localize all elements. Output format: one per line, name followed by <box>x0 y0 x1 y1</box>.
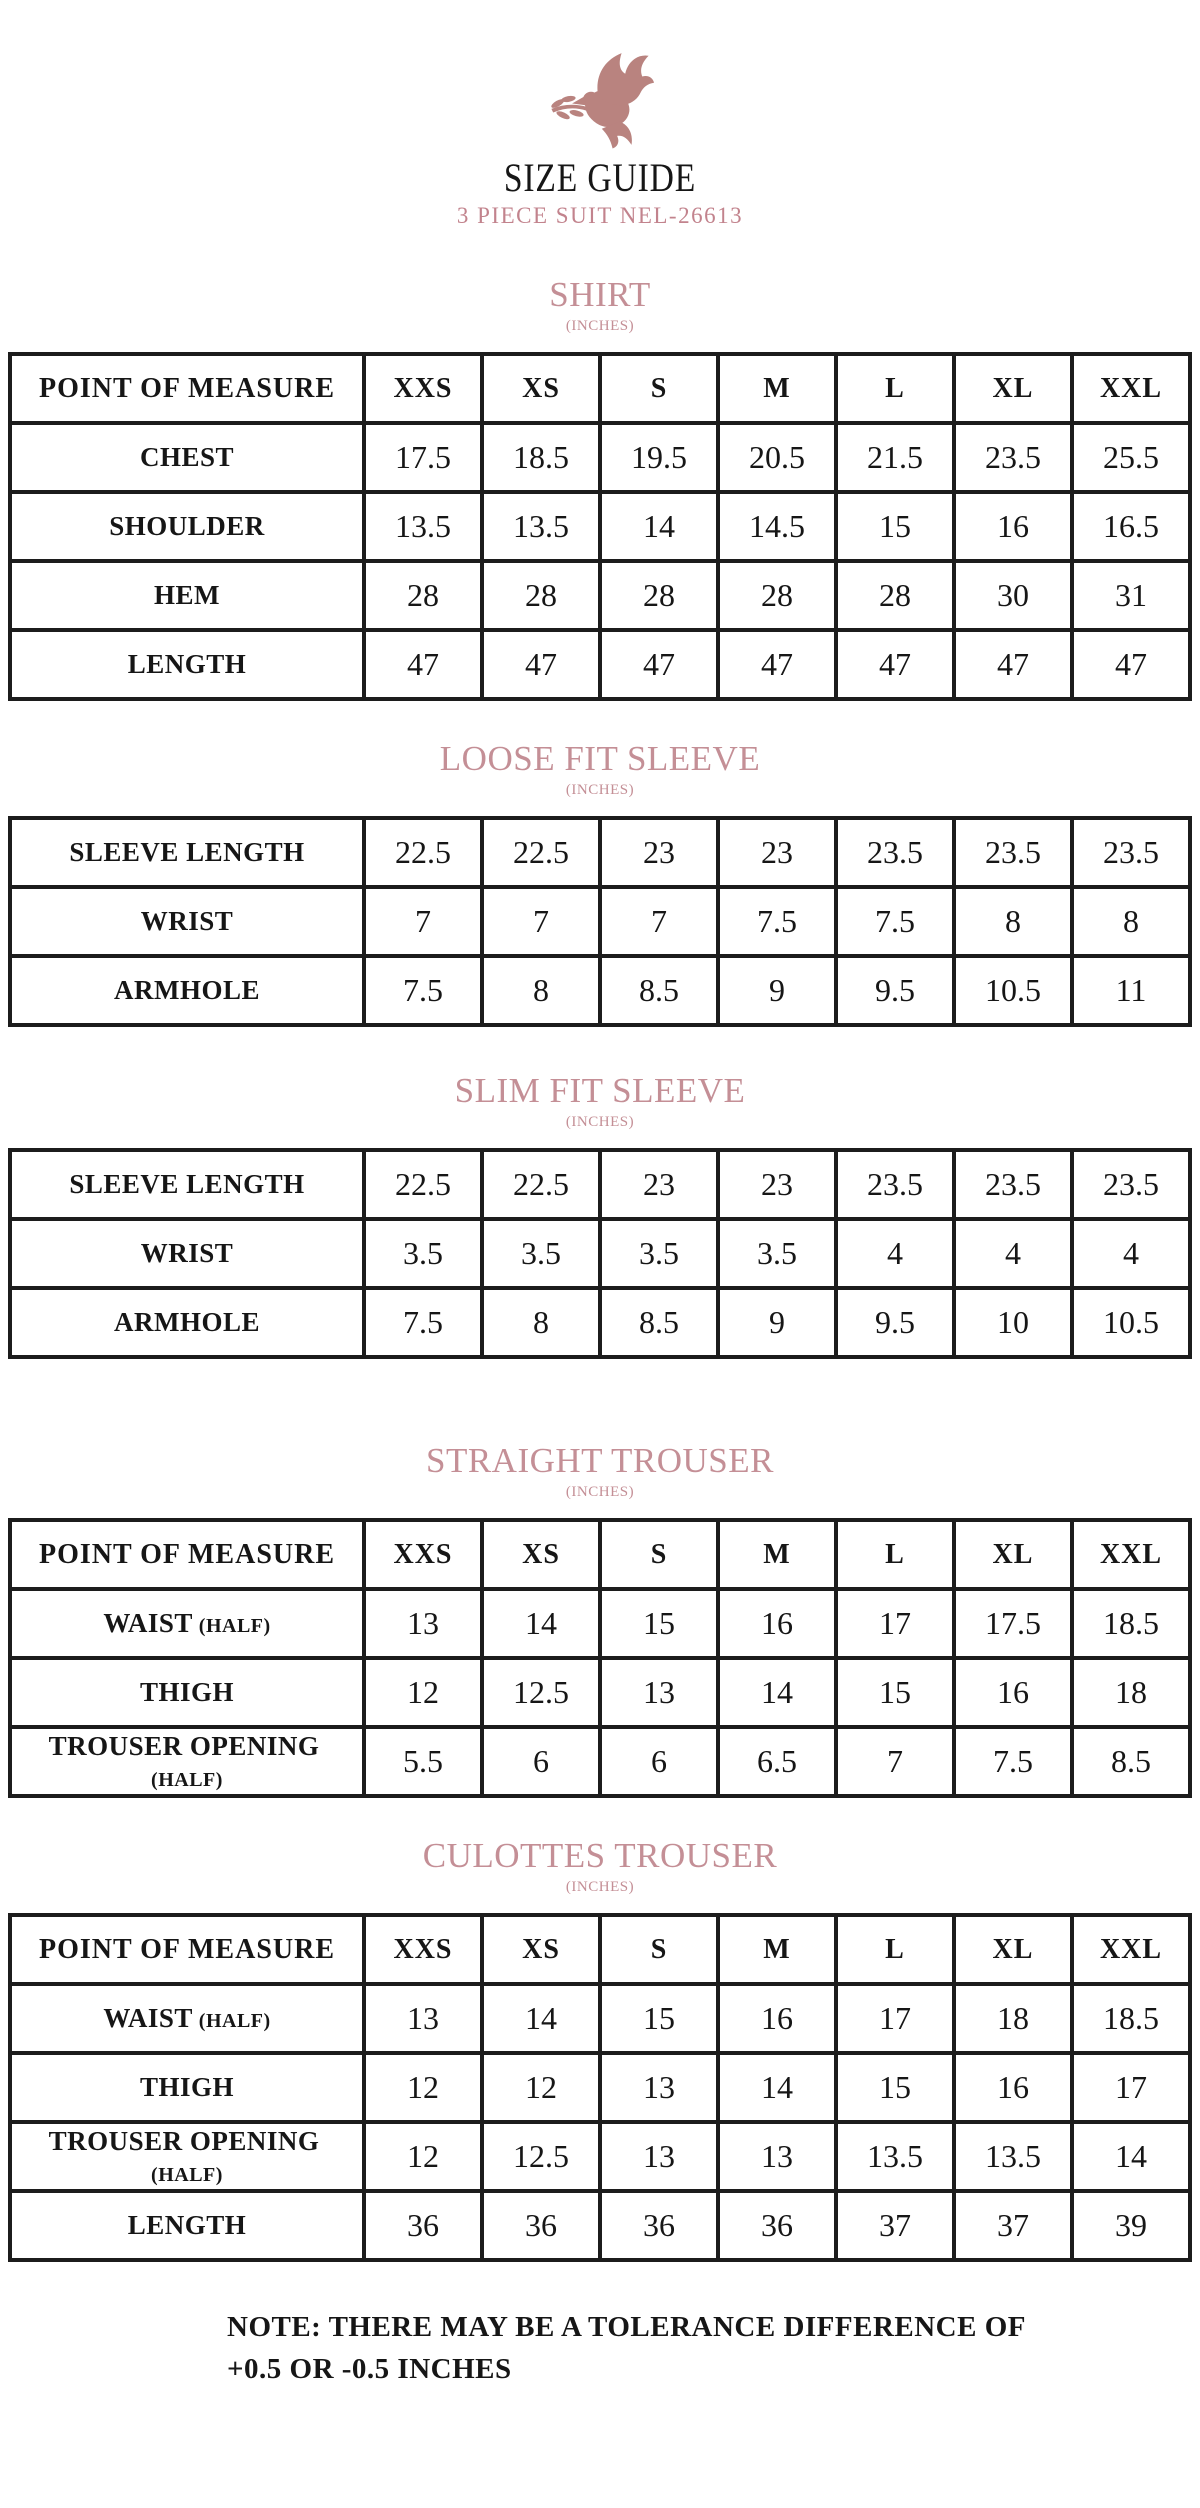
measure-value: 47 <box>600 630 718 699</box>
point-of-measure-header: POINT OF MEASURE <box>10 1915 364 1984</box>
measure-value: 12 <box>482 2053 600 2122</box>
size-column-header-xxs: XXS <box>364 1520 482 1589</box>
measure-row <box>10 1589 1190 1658</box>
measure-value: 47 <box>836 630 954 699</box>
measure-row <box>10 1219 1190 1288</box>
measure-value: 47 <box>482 630 600 699</box>
measure-value: 16 <box>954 1658 1072 1727</box>
measure-value: 23.5 <box>1072 818 1190 887</box>
measure-value: 28 <box>364 561 482 630</box>
size-column-header-m: M <box>718 1915 836 1984</box>
size-column-header-xxl: XXL <box>1072 1915 1190 1984</box>
size-table-culottes-trouser <box>8 1913 1192 2262</box>
measure-value: 20.5 <box>718 423 836 492</box>
measure-value: 13 <box>364 1984 482 2053</box>
measure-value: 7 <box>482 887 600 956</box>
measure-value: 18 <box>1072 1658 1190 1727</box>
size-column-header-s: S <box>600 354 718 423</box>
measure-value: 28 <box>718 561 836 630</box>
measure-value: 22.5 <box>364 818 482 887</box>
measure-value: 23.5 <box>954 818 1072 887</box>
measure-value: 15 <box>600 1984 718 2053</box>
measure-value: 8 <box>1072 887 1190 956</box>
measure-label-text: WRIST <box>140 1238 234 1268</box>
measure-value: 28 <box>836 561 954 630</box>
measure-row <box>10 561 1190 630</box>
measure-value: 37 <box>954 2191 1072 2260</box>
measure-value: 10.5 <box>1072 1288 1190 1357</box>
measure-label-text: THIGH <box>139 2072 235 2102</box>
measure-row <box>10 956 1190 1025</box>
size-tables-container <box>0 277 1200 2262</box>
measure-label-suffix: (HALF) <box>198 1615 271 1637</box>
measure-value: 17.5 <box>954 1589 1072 1658</box>
section-heading: SLIM FIT SLEEVE <box>454 1071 746 1110</box>
measure-value: 23.5 <box>836 818 954 887</box>
measure-label <box>10 887 364 956</box>
measure-label <box>10 1219 364 1288</box>
measure-value: 8 <box>954 887 1072 956</box>
measure-value: 16.5 <box>1072 492 1190 561</box>
measure-value: 17 <box>836 1589 954 1658</box>
measure-label-text: SLEEVE LENGTH <box>69 1169 305 1199</box>
measure-label <box>10 2122 364 2191</box>
size-column-header-m: M <box>718 1520 836 1589</box>
measure-row <box>10 1658 1190 1727</box>
measure-value: 3.5 <box>718 1219 836 1288</box>
measure-value: 13 <box>600 2122 718 2191</box>
measure-value: 23.5 <box>954 423 1072 492</box>
section-loose-fit-sleeve <box>0 741 1200 1027</box>
measure-value: 14 <box>1072 2122 1190 2191</box>
point-of-measure-header: POINT OF MEASURE <box>10 1520 364 1589</box>
measure-value: 36 <box>364 2191 482 2260</box>
size-table-slim-fit-sleeve <box>8 1148 1192 1359</box>
measure-value: 8.5 <box>1072 1727 1190 1796</box>
page-title: SIZE GUIDE <box>503 155 697 200</box>
measure-label-suffix: (HALF) <box>151 1768 223 1791</box>
measure-label <box>10 423 364 492</box>
measure-label-suffix: (HALF) <box>198 2010 271 2032</box>
measure-value: 14 <box>482 1589 600 1658</box>
measure-value: 14 <box>718 1658 836 1727</box>
measure-value: 37 <box>836 2191 954 2260</box>
measure-value: 23.5 <box>954 1150 1072 1219</box>
measure-value: 12.5 <box>482 1658 600 1727</box>
size-header-row <box>10 1520 1190 1589</box>
measure-value: 23 <box>600 818 718 887</box>
measure-value: 6 <box>600 1727 718 1796</box>
section-units-label: (INCHES) <box>565 1879 635 1895</box>
measure-value: 14 <box>482 1984 600 2053</box>
measure-value: 4 <box>954 1219 1072 1288</box>
measure-label <box>10 1984 364 2053</box>
measure-value: 17 <box>836 1984 954 2053</box>
measure-value: 9.5 <box>836 956 954 1025</box>
size-column-header-xl: XL <box>954 1915 1072 1984</box>
tolerance-note <box>227 2306 1080 2390</box>
measure-value: 30 <box>954 561 1072 630</box>
measure-value: 15 <box>836 492 954 561</box>
measure-value: 18 <box>954 1984 1072 2053</box>
size-column-header-xl: XL <box>954 354 1072 423</box>
measure-row <box>10 492 1190 561</box>
measure-value: 47 <box>954 630 1072 699</box>
measure-value: 23 <box>600 1150 718 1219</box>
measure-label-text: WAIST <box>103 1608 193 1638</box>
measure-value: 47 <box>718 630 836 699</box>
measure-value: 19.5 <box>600 423 718 492</box>
section-heading: STRAIGHT TROUSER <box>425 1441 774 1480</box>
measure-value: 47 <box>364 630 482 699</box>
measure-label-text: HEM <box>154 580 220 610</box>
measure-label-text: LENGTH <box>127 2210 247 2240</box>
measure-value: 8 <box>482 956 600 1025</box>
measure-value: 18.5 <box>1072 1984 1190 2053</box>
measure-value: 8 <box>482 1288 600 1357</box>
measure-value: 14 <box>718 2053 836 2122</box>
measure-row <box>10 2191 1190 2260</box>
measure-label-suffix: (HALF) <box>151 2163 223 2186</box>
section-heading: CULOTTES TROUSER <box>422 1836 778 1875</box>
measure-label <box>10 1288 364 1357</box>
measure-value: 16 <box>718 1589 836 1658</box>
measure-value: 25.5 <box>1072 423 1190 492</box>
measure-label-text: ARMHOLE <box>113 975 260 1005</box>
measure-row <box>10 1288 1190 1357</box>
size-column-header-s: S <box>600 1520 718 1589</box>
measure-value: 13 <box>600 2053 718 2122</box>
measure-value: 39 <box>1072 2191 1190 2260</box>
measure-label <box>10 492 364 561</box>
measure-value: 13 <box>600 1658 718 1727</box>
size-column-header-xs: XS <box>482 1915 600 1984</box>
measure-value: 7 <box>600 887 718 956</box>
measure-label <box>10 2191 364 2260</box>
measure-value: 12 <box>364 1658 482 1727</box>
measure-label-text: SHOULDER <box>109 511 265 541</box>
measure-label <box>10 818 364 887</box>
section-units-label: (INCHES) <box>565 1484 635 1500</box>
measure-label <box>10 561 364 630</box>
measure-value: 7.5 <box>364 956 482 1025</box>
size-column-header-xxs: XXS <box>364 1915 482 1984</box>
measure-value: 22.5 <box>364 1150 482 1219</box>
size-header-row <box>10 354 1190 423</box>
size-column-header-l: L <box>836 354 954 423</box>
dove-logo-icon <box>546 26 654 154</box>
measure-value: 18.5 <box>482 423 600 492</box>
measure-label-text: WRIST <box>140 906 234 936</box>
measure-value: 10 <box>954 1288 1072 1357</box>
size-column-header-xl: XL <box>954 1520 1072 1589</box>
measure-label <box>10 1150 364 1219</box>
measure-value: 12.5 <box>482 2122 600 2191</box>
measure-value: 14 <box>600 492 718 561</box>
size-column-header-xxl: XXL <box>1072 1520 1190 1589</box>
size-column-header-s: S <box>600 1915 718 1984</box>
measure-label <box>10 1589 364 1658</box>
measure-value: 16 <box>954 492 1072 561</box>
measure-value: 22.5 <box>482 818 600 887</box>
measure-value: 13.5 <box>836 2122 954 2191</box>
section-heading: LOOSE FIT SLEEVE <box>439 739 761 778</box>
measure-value: 23.5 <box>1072 1150 1190 1219</box>
section-culottes-trouser <box>0 1838 1200 2262</box>
measure-value: 23 <box>718 1150 836 1219</box>
size-column-header-l: L <box>836 1520 954 1589</box>
measure-value: 6.5 <box>718 1727 836 1796</box>
measure-value: 21.5 <box>836 423 954 492</box>
measure-value: 13.5 <box>954 2122 1072 2191</box>
measure-value: 3.5 <box>482 1219 600 1288</box>
measure-label-text: WAIST <box>103 2003 193 2033</box>
measure-value: 9.5 <box>836 1288 954 1357</box>
section-heading: SHIRT <box>549 275 651 314</box>
point-of-measure-header: POINT OF MEASURE <box>10 354 364 423</box>
measure-value: 36 <box>482 2191 600 2260</box>
measure-value: 16 <box>718 1984 836 2053</box>
measure-value: 13 <box>364 1589 482 1658</box>
size-table-straight-trouser <box>8 1518 1192 1798</box>
measure-label-text: THIGH <box>139 1677 235 1707</box>
measure-value: 28 <box>482 561 600 630</box>
measure-label-text: TROUSER OPENING <box>48 1730 320 1761</box>
measure-value: 9 <box>718 956 836 1025</box>
measure-row <box>10 1984 1190 2053</box>
measure-row <box>10 2122 1190 2191</box>
section-units-label: (INCHES) <box>565 782 635 798</box>
measure-value: 10.5 <box>954 956 1072 1025</box>
measure-value: 13.5 <box>364 492 482 561</box>
section-units-label: (INCHES) <box>565 1114 635 1130</box>
measure-value: 15 <box>836 2053 954 2122</box>
measure-value: 13.5 <box>482 492 600 561</box>
measure-row <box>10 1150 1190 1219</box>
measure-value: 36 <box>718 2191 836 2260</box>
size-table-shirt <box>8 352 1192 701</box>
measure-label <box>10 1658 364 1727</box>
measure-label-text: TROUSER OPENING <box>48 2125 320 2156</box>
measure-value: 7.5 <box>364 1288 482 1357</box>
measure-value: 16 <box>954 2053 1072 2122</box>
measure-value: 12 <box>364 2053 482 2122</box>
measure-value: 13 <box>718 2122 836 2191</box>
measure-label-text: LENGTH <box>127 649 247 679</box>
measure-label <box>10 1727 364 1796</box>
measure-label-text: CHEST <box>139 442 235 472</box>
size-column-header-xs: XS <box>482 354 600 423</box>
measure-value: 23.5 <box>836 1150 954 1219</box>
section-shirt <box>0 277 1200 701</box>
measure-row <box>10 1727 1190 1796</box>
measure-value: 17.5 <box>364 423 482 492</box>
measure-value: 8.5 <box>600 1288 718 1357</box>
size-table-loose-fit-sleeve <box>8 816 1192 1027</box>
brand-header <box>0 0 1200 229</box>
size-column-header-xs: XS <box>482 1520 600 1589</box>
measure-row <box>10 818 1190 887</box>
measure-row <box>10 630 1190 699</box>
measure-value: 14.5 <box>718 492 836 561</box>
section-straight-trouser <box>0 1443 1200 1798</box>
measure-label <box>10 630 364 699</box>
measure-value: 9 <box>718 1288 836 1357</box>
measure-value: 31 <box>1072 561 1190 630</box>
measure-value: 18.5 <box>1072 1589 1190 1658</box>
measure-value: 17 <box>1072 2053 1190 2122</box>
measure-value: 12 <box>364 2122 482 2191</box>
measure-label <box>10 2053 364 2122</box>
measure-value: 15 <box>600 1589 718 1658</box>
measure-value: 15 <box>836 1658 954 1727</box>
product-subtitle: 3 PIECE SUIT NEL-26613 <box>456 203 744 228</box>
measure-row <box>10 2053 1190 2122</box>
measure-value: 4 <box>836 1219 954 1288</box>
section-slim-fit-sleeve <box>0 1073 1200 1359</box>
measure-value: 22.5 <box>482 1150 600 1219</box>
measure-value: 7 <box>364 887 482 956</box>
measure-value: 7 <box>836 1727 954 1796</box>
measure-value: 7.5 <box>836 887 954 956</box>
note-line-1: NOTE: THERE MAY BE A TOLERANCE DIFFERENCE OF <box>227 2311 1026 2343</box>
measure-label <box>10 956 364 1025</box>
measure-label-text: ARMHOLE <box>113 1307 260 1337</box>
size-column-header-xxs: XXS <box>364 354 482 423</box>
size-column-header-l: L <box>836 1915 954 1984</box>
measure-value: 4 <box>1072 1219 1190 1288</box>
measure-value: 7.5 <box>718 887 836 956</box>
measure-value: 3.5 <box>364 1219 482 1288</box>
measure-value: 11 <box>1072 956 1190 1025</box>
measure-value: 6 <box>482 1727 600 1796</box>
measure-value: 3.5 <box>600 1219 718 1288</box>
note-line-2: +0.5 OR -0.5 INCHES <box>227 2353 512 2386</box>
section-units-label: (INCHES) <box>565 318 635 334</box>
measure-value: 8.5 <box>600 956 718 1025</box>
size-header-row <box>10 1915 1190 1984</box>
measure-value: 7.5 <box>954 1727 1072 1796</box>
size-column-header-xxl: XXL <box>1072 354 1190 423</box>
measure-value: 5.5 <box>364 1727 482 1796</box>
measure-row <box>10 887 1190 956</box>
measure-value: 47 <box>1072 630 1190 699</box>
measure-label-text: SLEEVE LENGTH <box>69 837 305 867</box>
measure-value: 28 <box>600 561 718 630</box>
measure-row <box>10 423 1190 492</box>
size-column-header-m: M <box>718 354 836 423</box>
measure-value: 23 <box>718 818 836 887</box>
measure-value: 36 <box>600 2191 718 2260</box>
